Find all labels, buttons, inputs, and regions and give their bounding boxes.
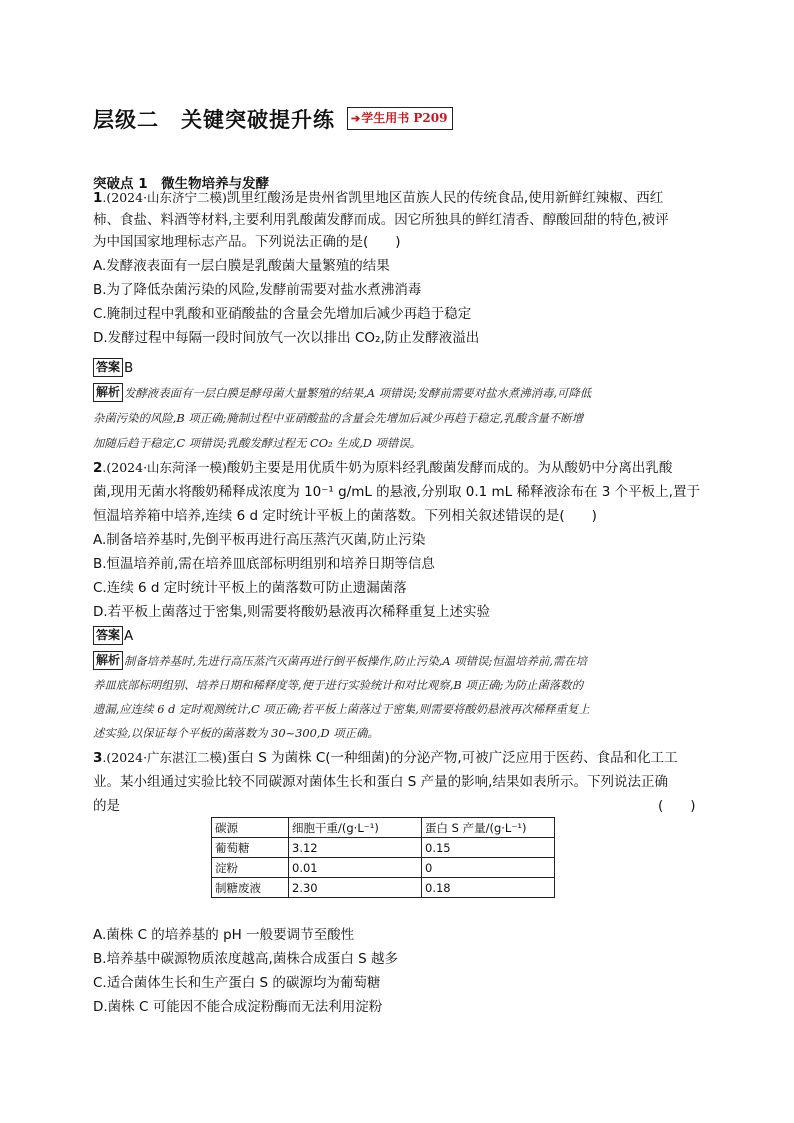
q1-stem-2: 柿、食盐、料酒等材料,主要利用乳酸菌发酵而成。因它所独具的鲜红清香、醇酸回甜的特色,被评 (93, 212, 669, 228)
q3-option-a: A.菌株 C 的培养基的 pH 一般要调节至酸性 (93, 927, 355, 943)
textbook-page-badge (347, 107, 453, 130)
q2-stem-2: 菌,现用无菌水将酸奶稀释成浓度为 10⁻¹ g/mL 的悬液,分别取 0.1 mL 稀释液涂布在 3 个平板上,置于 (93, 484, 700, 500)
explain-tag: 解析 (93, 383, 123, 402)
q1-explain-3: 加随后趋于稳定,C 项错误;乳酸发酵过程无 CO₂ 生成,D 项错误。 (93, 436, 422, 450)
q1-answer-value: B (124, 360, 134, 376)
q2-option-b: B.恒温培养前,需在培养皿底部标明组别和培养日期等信息 (93, 556, 435, 572)
q2-explain-text-1: 制备培养基时,先进行高压蒸汽灭菌再进行倒平板操作,防止污染,A 项错误;恒温培养前,需在培 (124, 654, 588, 668)
q2-option-d: D.若平板上菌落过于密集,则需要将酸奶悬液再次稀释重复上述实验 (93, 604, 490, 620)
table-cell: 葡萄糖 (212, 838, 289, 858)
q1-option-a: A.发酵液表面有一层白膜是乳酸菌大量繁殖的结果 (93, 258, 390, 274)
q1-explain-2: 杂菌污染的风险,B 项正确;腌制过程中亚硝酸盐的含量会先增加后减少再趋于稳定,乳酸含量不断增 (93, 411, 584, 425)
q2-stem-3: 恒温培养箱中培养,连续 6 d 定时统计平板上的菌落数。下列相关叙述错误的是( ) (93, 508, 597, 524)
q1-answer (93, 357, 133, 379)
arrow-icon: ➔ (351, 112, 361, 125)
q1-stem-1: 凯里红酸汤是贵州省凯里地区苗族人民的传统食品,使用新鲜红辣椒、西红 (226, 190, 664, 206)
q1-option-c: C.腌制过程中乳酸和亚硝酸盐的含量会先增加后减少再趋于稳定 (93, 306, 472, 322)
table-row (212, 858, 555, 878)
q3-line-1 (93, 747, 678, 769)
q2-source: .(2024·山东菏泽一模) (102, 460, 227, 475)
table-cell: 0.01 (289, 858, 422, 878)
q3-number: 3 (93, 750, 103, 766)
q1-option-d: D.发酵过程中每隔一段时间放气一次以排出 CO₂,防止发酵液溢出 (93, 330, 480, 346)
q3-stem-1: 蛋白 S 为菌株 C(一种细菌)的分泌产物,可被广泛应用于医药、食品和化工工 (226, 750, 678, 766)
q1-line-1 (93, 187, 663, 209)
q1-explain-text-1: 发酵液表面有一层白膜是酵母菌大量繁殖的结果,A 项错误;发酵前需要对盐水煮沸消毒,可降低 (124, 386, 592, 400)
table-row (212, 878, 555, 898)
q3-option-b: B.培养基中碳源物质浓度越高,菌株合成蛋白 S 越多 (93, 951, 398, 967)
answer-tag: 答案 (93, 358, 123, 377)
q2-stem-1: 酸奶主要是用优质牛奶为原料经乳酸菌发酵而成的。为从酸奶中分离出乳酸 (226, 460, 673, 476)
carbon-source-table (211, 817, 555, 898)
q3-option-d: D.菌株 C 可能因不能合成淀粉酶而无法利用淀粉 (93, 999, 383, 1015)
table-header: 蛋白 S 产量/(g·L⁻¹) (422, 818, 555, 838)
q2-explain-3: 遗漏,应连续 6 d 定时观测统计,C 项正确;若平板上菌落过于密集,则需要将酸奶悬液再次稀释重复上 (93, 702, 590, 716)
section-header (93, 104, 705, 134)
breakpoint-title: 突破点 1 微生物培养与发酵 (93, 176, 270, 192)
q2-answer (93, 625, 133, 647)
q2-explain-1 (93, 651, 587, 671)
answer-tag: 答案 (93, 626, 123, 645)
table-header-row (212, 818, 555, 838)
q3-option-c: C.适合菌体生长和生产蛋白 S 的碳源均为葡萄糖 (93, 975, 381, 991)
table-cell: 2.30 (289, 878, 422, 898)
table-cell: 0.18 (422, 878, 555, 898)
table-header: 碳源 (212, 818, 289, 838)
level-title: 层级二 关键突破提升练 (93, 108, 335, 132)
table-cell: 3.12 (289, 838, 422, 858)
q1-number: 1 (93, 190, 103, 206)
q2-option-a: A.制备培养基时,先倒平板再进行高压蒸汽灭菌,防止污染 (93, 532, 426, 548)
q3-answer-bracket: ( ) (658, 798, 696, 814)
results-table (211, 817, 555, 898)
q2-line-1 (93, 457, 672, 479)
table-cell: 0 (422, 858, 555, 878)
q2-explain-2: 养皿底部标明组别、培养日期和稀释度等,便于进行实验统计和对比观察,B 项正确;为防止菌落数的 (93, 678, 584, 692)
explain-tag: 解析 (93, 651, 123, 670)
q3-stem-3: 的是 (93, 798, 120, 814)
table-header: 细胞干重/(g·L⁻¹) (289, 818, 422, 838)
q1-source: .(2024·山东济宁二模) (102, 190, 227, 205)
q1-stem-3: 为中国国家地理标志产品。下列说法正确的是( ) (93, 234, 401, 250)
q2-number: 2 (93, 460, 103, 476)
q3-source: .(2024·广东湛江二模) (102, 750, 227, 765)
table-cell: 0.15 (422, 838, 555, 858)
q3-stem-2: 业。某小组通过实验比较不同碳源对菌体生长和蛋白 S 产量的影响,结果如表所示。下列说法正确 (93, 774, 668, 790)
q2-explain-4: 述实验,以保证每个平板的菌落数为 30~300,D 项正确。 (93, 726, 379, 740)
table-row (212, 838, 555, 858)
table-cell: 淀粉 (212, 858, 289, 878)
q2-answer-value: A (124, 628, 134, 644)
q1-explain-1 (93, 383, 591, 403)
table-cell: 制糖废液 (212, 878, 289, 898)
badge-label: 学生用书 P209 (361, 111, 448, 125)
q2-option-c: C.连续 6 d 定时统计平板上的菌落数可防止遗漏菌落 (93, 580, 407, 596)
q1-option-b: B.为了降低杂菌污染的风险,发酵前需要对盐水煮沸消毒 (93, 282, 422, 298)
